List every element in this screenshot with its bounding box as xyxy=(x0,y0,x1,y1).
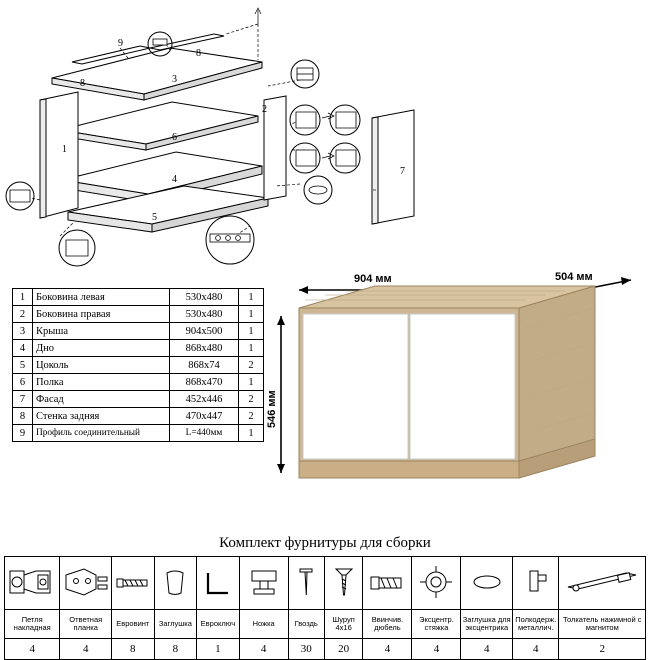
part-name: Крыша xyxy=(33,323,170,340)
part-qty: 1 xyxy=(239,323,264,340)
cam-lock-icon xyxy=(412,557,461,610)
cabinet-svg xyxy=(255,268,650,518)
magnet-pusher-icon xyxy=(559,557,646,610)
kit-item-count: 30 xyxy=(288,639,324,660)
part-name: Боковина левая xyxy=(33,289,170,306)
part-size: 868х470 xyxy=(170,374,239,391)
kit-item-label: Полкодерж. металлич. xyxy=(513,610,559,639)
allen-key-icon xyxy=(197,557,240,610)
part-name: Стенка задняя xyxy=(33,408,170,425)
kit-item-count: 2 xyxy=(559,639,646,660)
callout-1: 1 xyxy=(62,144,67,155)
part-number: 4 xyxy=(13,340,33,357)
callout-7: 7 xyxy=(400,166,405,177)
kit-item-count: 20 xyxy=(324,639,363,660)
callout-2: 2 xyxy=(262,104,267,115)
hinge-overlay-icon xyxy=(5,557,60,610)
kit-item-count: 8 xyxy=(112,639,155,660)
table-row xyxy=(13,374,264,391)
kit-item-count: 4 xyxy=(60,639,112,660)
part-number: 5 xyxy=(13,357,33,374)
nail-icon xyxy=(288,557,324,610)
kit-item-label: Шуруп 4х16 xyxy=(324,610,363,639)
callout-5: 5 xyxy=(152,212,157,223)
part-number: 3 xyxy=(13,323,33,340)
part-number: 1 xyxy=(13,289,33,306)
kit-item-label: Ножка xyxy=(239,610,288,639)
part-qty: 2 xyxy=(239,357,264,374)
table-row xyxy=(13,289,264,306)
table-row xyxy=(13,323,264,340)
shelf-support-icon xyxy=(513,557,559,610)
height-dimension-label: 546 мм xyxy=(266,390,278,428)
part-qty: 2 xyxy=(239,408,264,425)
dowel-icon xyxy=(363,557,412,610)
part-qty: 1 xyxy=(239,425,264,442)
assembly-svg xyxy=(0,0,460,272)
part-qty: 1 xyxy=(239,289,264,306)
cap-plug-icon xyxy=(154,557,197,610)
callout-4: 4 xyxy=(172,174,177,185)
kit-item-label: Ввинчив. дюбель xyxy=(363,610,412,639)
table-row xyxy=(13,340,264,357)
kit-item-label: Заглушка xyxy=(154,610,197,639)
callout-8b: 8 xyxy=(196,48,201,59)
mounting-plate-icon xyxy=(60,557,112,610)
kit-item-count: 4 xyxy=(461,639,513,660)
part-name: Полка xyxy=(33,374,170,391)
cam-cover-icon xyxy=(461,557,513,610)
kit-label-row xyxy=(5,610,646,639)
kit-item-count: 4 xyxy=(363,639,412,660)
callout-6: 6 xyxy=(172,132,177,143)
table-row xyxy=(13,357,264,374)
hardware-kit-title: Комплект фурнитуры для сборки xyxy=(219,535,431,551)
part-name: Цоколь xyxy=(33,357,170,374)
part-qty: 1 xyxy=(239,340,264,357)
part-name: Дно xyxy=(33,340,170,357)
part-size: 470х447 xyxy=(170,408,239,425)
part-number: 8 xyxy=(13,408,33,425)
callout-9: 9 xyxy=(118,38,123,49)
table-row xyxy=(13,391,264,408)
kit-item-label: Евровинт xyxy=(112,610,155,639)
part-size: 904х500 xyxy=(170,323,239,340)
hardware-kit-table xyxy=(4,556,646,660)
width-dimension-label: 904 мм xyxy=(354,273,392,285)
parts-table xyxy=(12,288,264,442)
kit-item-label: Эксцентр. стяжка xyxy=(412,610,461,639)
kit-item-label: Ответная планка xyxy=(60,610,112,639)
part-qty: 1 xyxy=(239,374,264,391)
kit-icon-row xyxy=(5,557,646,610)
kit-item-label: Гвоздь xyxy=(288,610,324,639)
table-row xyxy=(13,306,264,323)
kit-item-count: 1 xyxy=(197,639,240,660)
depth-dimension-label: 504 мм xyxy=(555,271,593,283)
part-size: 530х480 xyxy=(170,306,239,323)
kit-item-count: 4 xyxy=(239,639,288,660)
leg-icon xyxy=(239,557,288,610)
table-row xyxy=(13,408,264,425)
euro-screw-icon xyxy=(112,557,155,610)
part-qty: 1 xyxy=(239,306,264,323)
part-qty: 2 xyxy=(239,391,264,408)
part-name: Фасад xyxy=(33,391,170,408)
cabinet-preview xyxy=(255,268,650,518)
part-number: 2 xyxy=(13,306,33,323)
part-number: 9 xyxy=(13,425,33,442)
kit-item-label: Заглушка для эксцентрика xyxy=(461,610,513,639)
exploded-assembly-drawing xyxy=(0,0,460,270)
part-size: 868х480 xyxy=(170,340,239,357)
part-number: 7 xyxy=(13,391,33,408)
callout-8a: 8 xyxy=(80,78,85,89)
callout-3: 3 xyxy=(172,74,177,85)
part-name: Профиль соединительный xyxy=(33,425,170,442)
part-size: 452х446 xyxy=(170,391,239,408)
kit-item-count: 8 xyxy=(154,639,197,660)
part-name: Боковина правая xyxy=(33,306,170,323)
kit-item-label: Петля накладная xyxy=(5,610,60,639)
kit-item-label: Толкатель нажимной с магнитом xyxy=(559,610,646,639)
screw-icon xyxy=(324,557,363,610)
part-size: 868х74 xyxy=(170,357,239,374)
kit-count-row xyxy=(5,639,646,660)
kit-item-count: 4 xyxy=(5,639,60,660)
table-row xyxy=(13,425,264,442)
part-size: L=440мм xyxy=(170,425,239,442)
kit-item-count: 4 xyxy=(513,639,559,660)
part-size: 530х480 xyxy=(170,289,239,306)
kit-item-label: Евроключ xyxy=(197,610,240,639)
kit-item-count: 4 xyxy=(412,639,461,660)
part-number: 6 xyxy=(13,374,33,391)
